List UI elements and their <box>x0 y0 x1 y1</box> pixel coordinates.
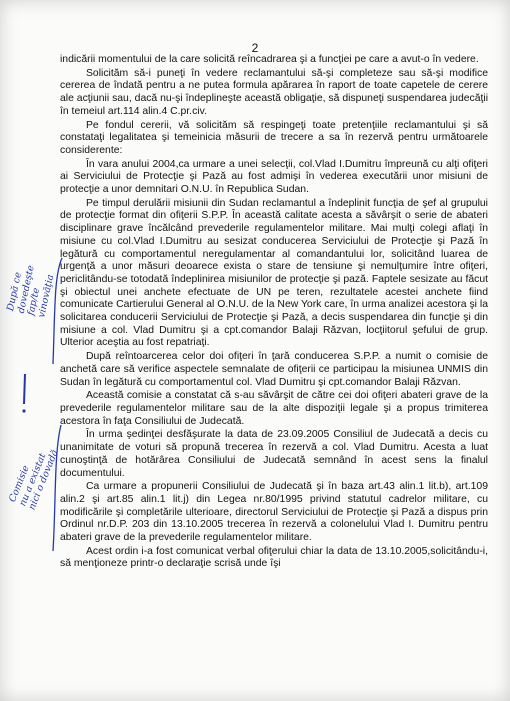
paragraph-2: Solicităm să-i puneţi în vedere reclamantului să-şi completeze sau să-şi modifice cererea de îndată pentru a ne putea formula apărarea în raport de toate capetele de cerere ale acţiunii sau, dacă nu-şi îndeplineşte această obligaţie, să dispuneţi suspendarea judecăţii în temeiul art.114 alin.4 C.pr.civ. <box>60 67 488 117</box>
paragraph-4: În vara anului 2004,ca urmare a unei selecţii, col.Vlad I.Dumitru împreună cu alţi ofiţeri ai Serviciului de Protecţie şi Pază au fost admişi în vederea executării unor misiuni de protecţie a unor demnitari O.N.U. în Republica Sudan. <box>60 158 488 196</box>
paragraph-7: Această comisie a constatat că s-au săvârşit de către cei doi ofiţeri abateri grave de la prevederile regulamentelor militare sau de la alte dispoziţii legale şi a propus trimiterea acestora în faţa Consiliului de Judecată. <box>60 390 488 427</box>
paragraph-8: În urma şedinţei desfăşurate la data de 23.09.2005 Consiliul de Judecată a decis cu unanimitate de voturi să propună trecerea în rezervă a col. Vlad Dumitru. Acesta a luat cunoştinţă de hotărârea Consiliului de Judecată semnând în acest sens la finalul documentului. <box>60 429 488 479</box>
paragraph-5: Pe timpul derulării misiunii din Sudan reclamantul a îndeplinit funcţia de şef al grupului de protecţie format din ofiţerii S.P.P. În această calitate acesta a săvârşit o serie de abateri disciplinare grave încălcând prevederile regulamentelor militare. Mai mulţi colegi aflaţi în misiune cu col.Vlad I.Dumitru au sesizat conducerea Serviciului de Protecţie şi Pază în legătură cu comportamentul neregulamentar al comandantului lor, solicitând luarea de urgenţă a unor măsuri deoarece exista o stare de tensiune şi nemulţumire între ofiţeri, periclitându-se totodată îndeplinirea misiunilor de protecţie şi pază. Faptele sesizate au făcut şi obiectul unei anchete efectuate de UN pe teren, rezultatele acestei anchete fiind comunicate Cartierului General al O.N.U. de la New York care, în urma analizei acestora şi la solicitarea conducerii Serviciului de Protecţie şi Pază, a decis suspendarea din funcţie şi din misiune a col. Vlad Dumitru şi a cpt.comandor Balaji Răzvan, locţiitorul şefului de grup. Ulterior aceştia au fost repatriaţi. <box>60 197 488 349</box>
margin-bracket-upper <box>50 256 64 366</box>
paragraph-6: După reîntoarcerea celor doi ofiţeri în ţară conducerea S.P.P. a numit o comisie de anchetă care să verifice aspectele semnalate de ofiţerii ce participau la misiunea UNMIS din Sudan în legătură cu comportamentul col. Vlad Dumitru şi cpt.comandor Balaji Răzvan. <box>60 351 488 388</box>
paragraph-3: Pe fondul cererii, vă solicităm să respingeţi toate pretenţiile reclamantului şi să constataţi legalitatea şi temeinicia măsurii de trecere a sa în rezervă pentru următoarele considerente: <box>60 119 488 156</box>
handwritten-note-upper: După ce dovedeşte fap/te vinovăţia <box>5 264 56 319</box>
page-number: 2 <box>251 41 259 55</box>
handwritten-note-lower: Comisie nu a existat nici o dovadă <box>7 448 61 512</box>
margin-exclamation-mark <box>20 372 30 416</box>
margin-bracket-lower <box>50 423 64 553</box>
paragraph-9: Ca urmare a propunerii Consiliului de Judecată şi în baza art.43 alin.1 lit.b), art.109 alin.2 şi art.85 alin.1 lit.j) din Legea nr.80/1995 privind statutul cadrelor militare, cu modificările şi completările ulterioare, directorul Serviciului de Protecţie şi Pază a dispus prin Ordinul nr.D.P. 203 din 13.10.2005 trecerea în rezervă a colonelului Vlad I. Dumitru pentru abateri grave de la prevederile regulamentelor militare. <box>60 481 488 544</box>
paragraph-10: Acest ordin i-a fost comunicat verbal ofiţerului chiar la data de 13.10.2005,solicitându-i, să menţioneze printr-o declaraţie scrisă unde îşi <box>60 545 488 570</box>
document-body <box>60 54 488 572</box>
paragraph-1: indicării momentului de la care solicită reîncadrarea şi a funcţiei pe care a avut-o în vedere. <box>60 54 479 65</box>
